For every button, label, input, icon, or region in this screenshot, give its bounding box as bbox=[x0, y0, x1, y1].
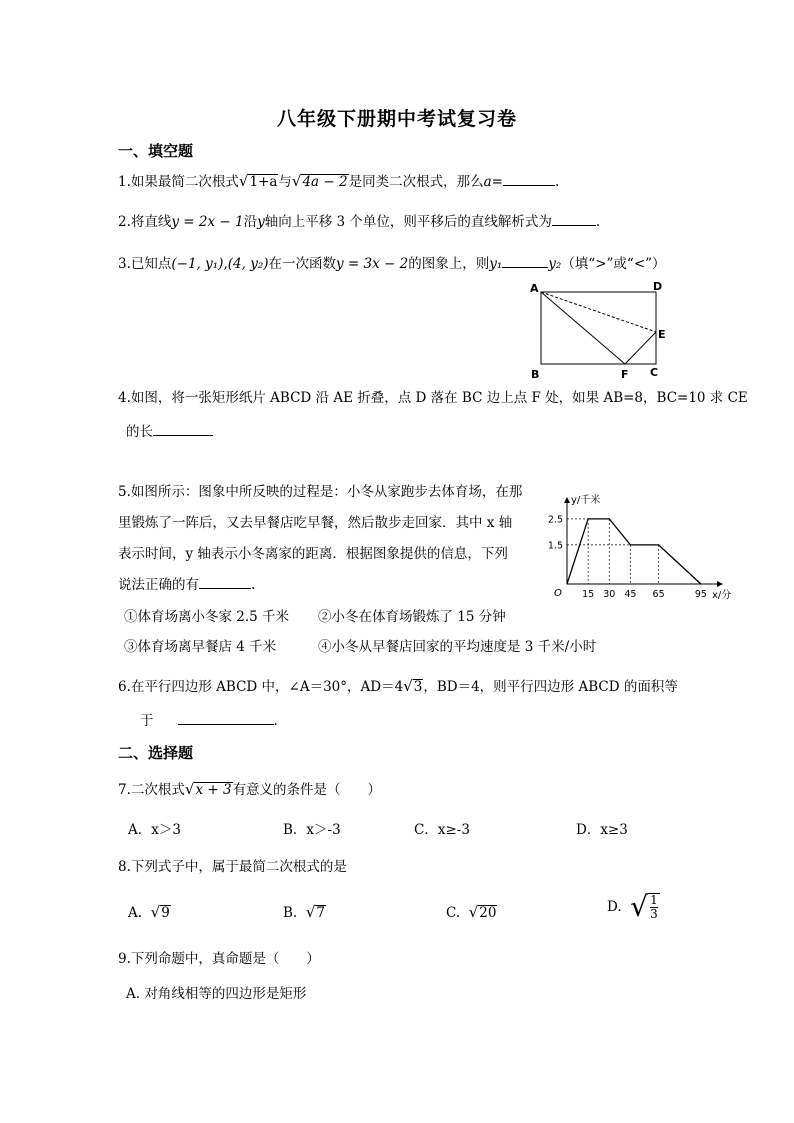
origin-label: O bbox=[554, 588, 562, 599]
q9-option-a[interactable]: A. 对角线相等的四边形是矩形 bbox=[126, 986, 307, 1002]
question-6-line-1: 6.在平行四边形 ABCD 中，∠A＝30°，AD＝4√3，BD＝4，则平行四边形 ABCD 的面积等 bbox=[118, 677, 678, 695]
q7-option-b[interactable]: B．x＞-3 bbox=[283, 822, 341, 838]
data-point bbox=[588, 518, 589, 519]
q3-number: 3. bbox=[118, 256, 131, 272]
q1-radicand-1: 1+a bbox=[249, 174, 278, 190]
question-4-line-1: 4.如图，将一张矩形纸片 ABCD 沿 AE 折叠，点 D 落在 BC 边上点 F 处，如果 AB=8，BC=10 求 CE bbox=[118, 390, 748, 406]
q1-answer-blank[interactable] bbox=[503, 173, 555, 186]
x-tick-label: 15 bbox=[582, 589, 595, 600]
q2-text-a: 将直线 bbox=[130, 214, 172, 230]
q3-y2: y₂ bbox=[548, 256, 562, 272]
question-2 bbox=[118, 213, 600, 231]
q3-text-d: （填“>”或“<”） bbox=[561, 256, 666, 272]
q5-line-3: 表示时间，y 轴表示小冬离家的距离．根据图象提供的信息，下列 bbox=[118, 546, 508, 562]
q6-answer-blank[interactable] bbox=[178, 712, 274, 725]
q6-text-a: 6.在平行四边形 ABCD 中，∠A＝30°，AD＝4 bbox=[118, 679, 404, 695]
section-choice-heading: 二、选择题 bbox=[118, 744, 194, 762]
q8-fraction-numerator: 1 bbox=[650, 893, 658, 907]
data-point bbox=[566, 583, 567, 584]
q5-option-4: ④小冬从早餐店回家的平均速度是 3 千米/小时 bbox=[318, 639, 597, 655]
q4-line-2-text: 的长 bbox=[126, 424, 153, 440]
q1-text-b: 与 bbox=[278, 174, 292, 190]
q1-text-d: = bbox=[491, 174, 503, 190]
q2-end: . bbox=[595, 214, 601, 230]
q5-option-2: ②小冬在体育场锻炼了 15 分钟 bbox=[318, 609, 506, 625]
q3-point-1: (−1, y₁) bbox=[171, 256, 224, 272]
question-4-line-2 bbox=[126, 423, 213, 441]
q5-line-1: 5.如图所示：图象中所反映的过程是：小冬从家跑步去体育场，在那 bbox=[118, 484, 523, 500]
q3-point-2: (4, y₂) bbox=[227, 256, 269, 272]
q8-label-a: A. bbox=[128, 905, 143, 921]
x-axis-label: x/分 bbox=[712, 590, 732, 601]
line-fe bbox=[625, 332, 656, 364]
q2-answer-blank[interactable] bbox=[552, 213, 596, 226]
q2-axis: y bbox=[257, 214, 265, 230]
q2-text-b: 沿 bbox=[243, 214, 258, 230]
q8-option-d[interactable]: D. √ $\frac{1}{3}$ bbox=[607, 890, 658, 923]
q7-option-c[interactable]: C．x≥-3 bbox=[414, 822, 470, 838]
data-point bbox=[630, 544, 631, 545]
label-b: B bbox=[531, 368, 540, 380]
q7-text-a: 7.二次根式 bbox=[118, 782, 185, 798]
q2-number: 2. bbox=[118, 214, 131, 230]
q1-variable: a bbox=[483, 174, 492, 190]
label-d: D bbox=[653, 280, 663, 293]
q8-option-b[interactable]: B. √7 bbox=[283, 903, 325, 921]
q1-text-c: 是同类二次根式，那么 bbox=[348, 174, 484, 190]
question-6-line-2 bbox=[140, 712, 278, 730]
x-tick-label: 30 bbox=[603, 589, 616, 600]
line-af bbox=[541, 292, 625, 364]
q5-line-4-text: 说法正确的有 bbox=[118, 577, 199, 593]
q8-label-d: D. bbox=[607, 899, 622, 915]
section-fill-heading: 一、填空题 bbox=[118, 142, 194, 160]
x-tick-label: 45 bbox=[624, 589, 637, 600]
q1-text-a: 如果最简二次根式 bbox=[130, 174, 239, 190]
q1-number: 1. bbox=[118, 174, 131, 190]
q8-radicand-b: 7 bbox=[316, 905, 325, 921]
q3-text-c: 的图象上，则 bbox=[408, 256, 490, 272]
question-1: 1.如果最简二次根式√1+a与√4a − 2是同类二次根式，那么a= . bbox=[118, 172, 560, 190]
q8-fraction-denominator: 3 bbox=[650, 907, 658, 921]
label-f: F bbox=[621, 368, 629, 380]
q5-answer-blank[interactable] bbox=[199, 576, 251, 589]
q8-option-a[interactable]: A. √9 bbox=[128, 903, 170, 921]
q8-radicand-c: 20 bbox=[479, 905, 497, 921]
fold-line-ae bbox=[541, 292, 656, 332]
q3-function: y = 3x − 2 bbox=[336, 256, 409, 272]
data-point bbox=[609, 518, 610, 519]
q1-end: . bbox=[554, 174, 560, 190]
q7-text-b: 有意义的条件是（ ） bbox=[232, 782, 382, 798]
q8-label-c: C. bbox=[446, 905, 461, 921]
question-9: 9.下列命题中，真命题是（ ） bbox=[118, 951, 320, 967]
q7-option-a[interactable]: A．x＞3 bbox=[128, 822, 181, 838]
q6-end: . bbox=[273, 713, 278, 729]
data-point bbox=[700, 583, 701, 584]
q4-answer-blank[interactable] bbox=[153, 423, 213, 436]
q3-answer-blank[interactable] bbox=[502, 255, 548, 268]
question-3 bbox=[118, 255, 666, 273]
y-tick-label: 2.5 bbox=[547, 514, 563, 526]
q5-option-1: ①体育场离小冬家 2.5 千米 bbox=[124, 609, 290, 625]
question-7: 7.二次根式√x + 3有意义的条件是（ ） bbox=[118, 780, 382, 798]
x-tick-label: 65 bbox=[652, 589, 665, 600]
q5-distance-time-chart bbox=[540, 488, 740, 606]
q5-line-2: 里锻炼了一阵后，又去早餐店吃早餐，然后散步走回家．其中 x 轴 bbox=[118, 515, 513, 531]
q8-radicand-a: 9 bbox=[161, 905, 170, 921]
y-axis-label: y/千米 bbox=[571, 495, 601, 506]
data-point bbox=[658, 544, 659, 545]
q8-fraction bbox=[648, 893, 660, 921]
label-e: E bbox=[658, 328, 666, 341]
question-8: 8.下列式子中，属于最简二次根式的是 bbox=[118, 859, 347, 875]
q2-expression: y = 2x − 1 bbox=[171, 214, 244, 230]
q3-text-a: 已知点 bbox=[130, 256, 172, 272]
q5-end: . bbox=[251, 577, 256, 593]
x-tick-label: 95 bbox=[694, 589, 707, 600]
q5-option-3: ③体育场离早餐店 4 千米 bbox=[124, 639, 277, 655]
q5-line-4 bbox=[118, 576, 255, 594]
page-title: 八年级下册期中考试复习卷 bbox=[276, 108, 517, 130]
q7-option-d[interactable]: D．x≥3 bbox=[576, 822, 628, 838]
q8-label-b: B. bbox=[283, 905, 298, 921]
q3-y1: y₁ bbox=[489, 256, 503, 272]
rectangle-abcd bbox=[541, 292, 656, 364]
q8-option-c[interactable]: C. √20 bbox=[446, 903, 497, 921]
q7-radicand: x + 3 bbox=[195, 782, 232, 798]
q6-line-2-text: 于 bbox=[140, 713, 154, 729]
q6-text-b: ，BD＝4，则平行四边形 ABCD 的面积等 bbox=[423, 679, 678, 695]
q6-radicand: 3 bbox=[413, 679, 423, 695]
q2-text-c: 轴向上平移 3 个单位，则平移后的直线解析式为 bbox=[264, 214, 552, 230]
q3-comma: , bbox=[223, 256, 228, 272]
y-tick-label: 1.5 bbox=[547, 540, 563, 552]
q3-text-b: 在一次函数 bbox=[268, 256, 336, 272]
label-a: A bbox=[530, 282, 539, 295]
series-line bbox=[567, 519, 701, 584]
q1-radicand-2: 4a − 2 bbox=[302, 174, 348, 190]
q4-rectangle-figure bbox=[525, 280, 675, 380]
label-c: C bbox=[650, 366, 659, 379]
